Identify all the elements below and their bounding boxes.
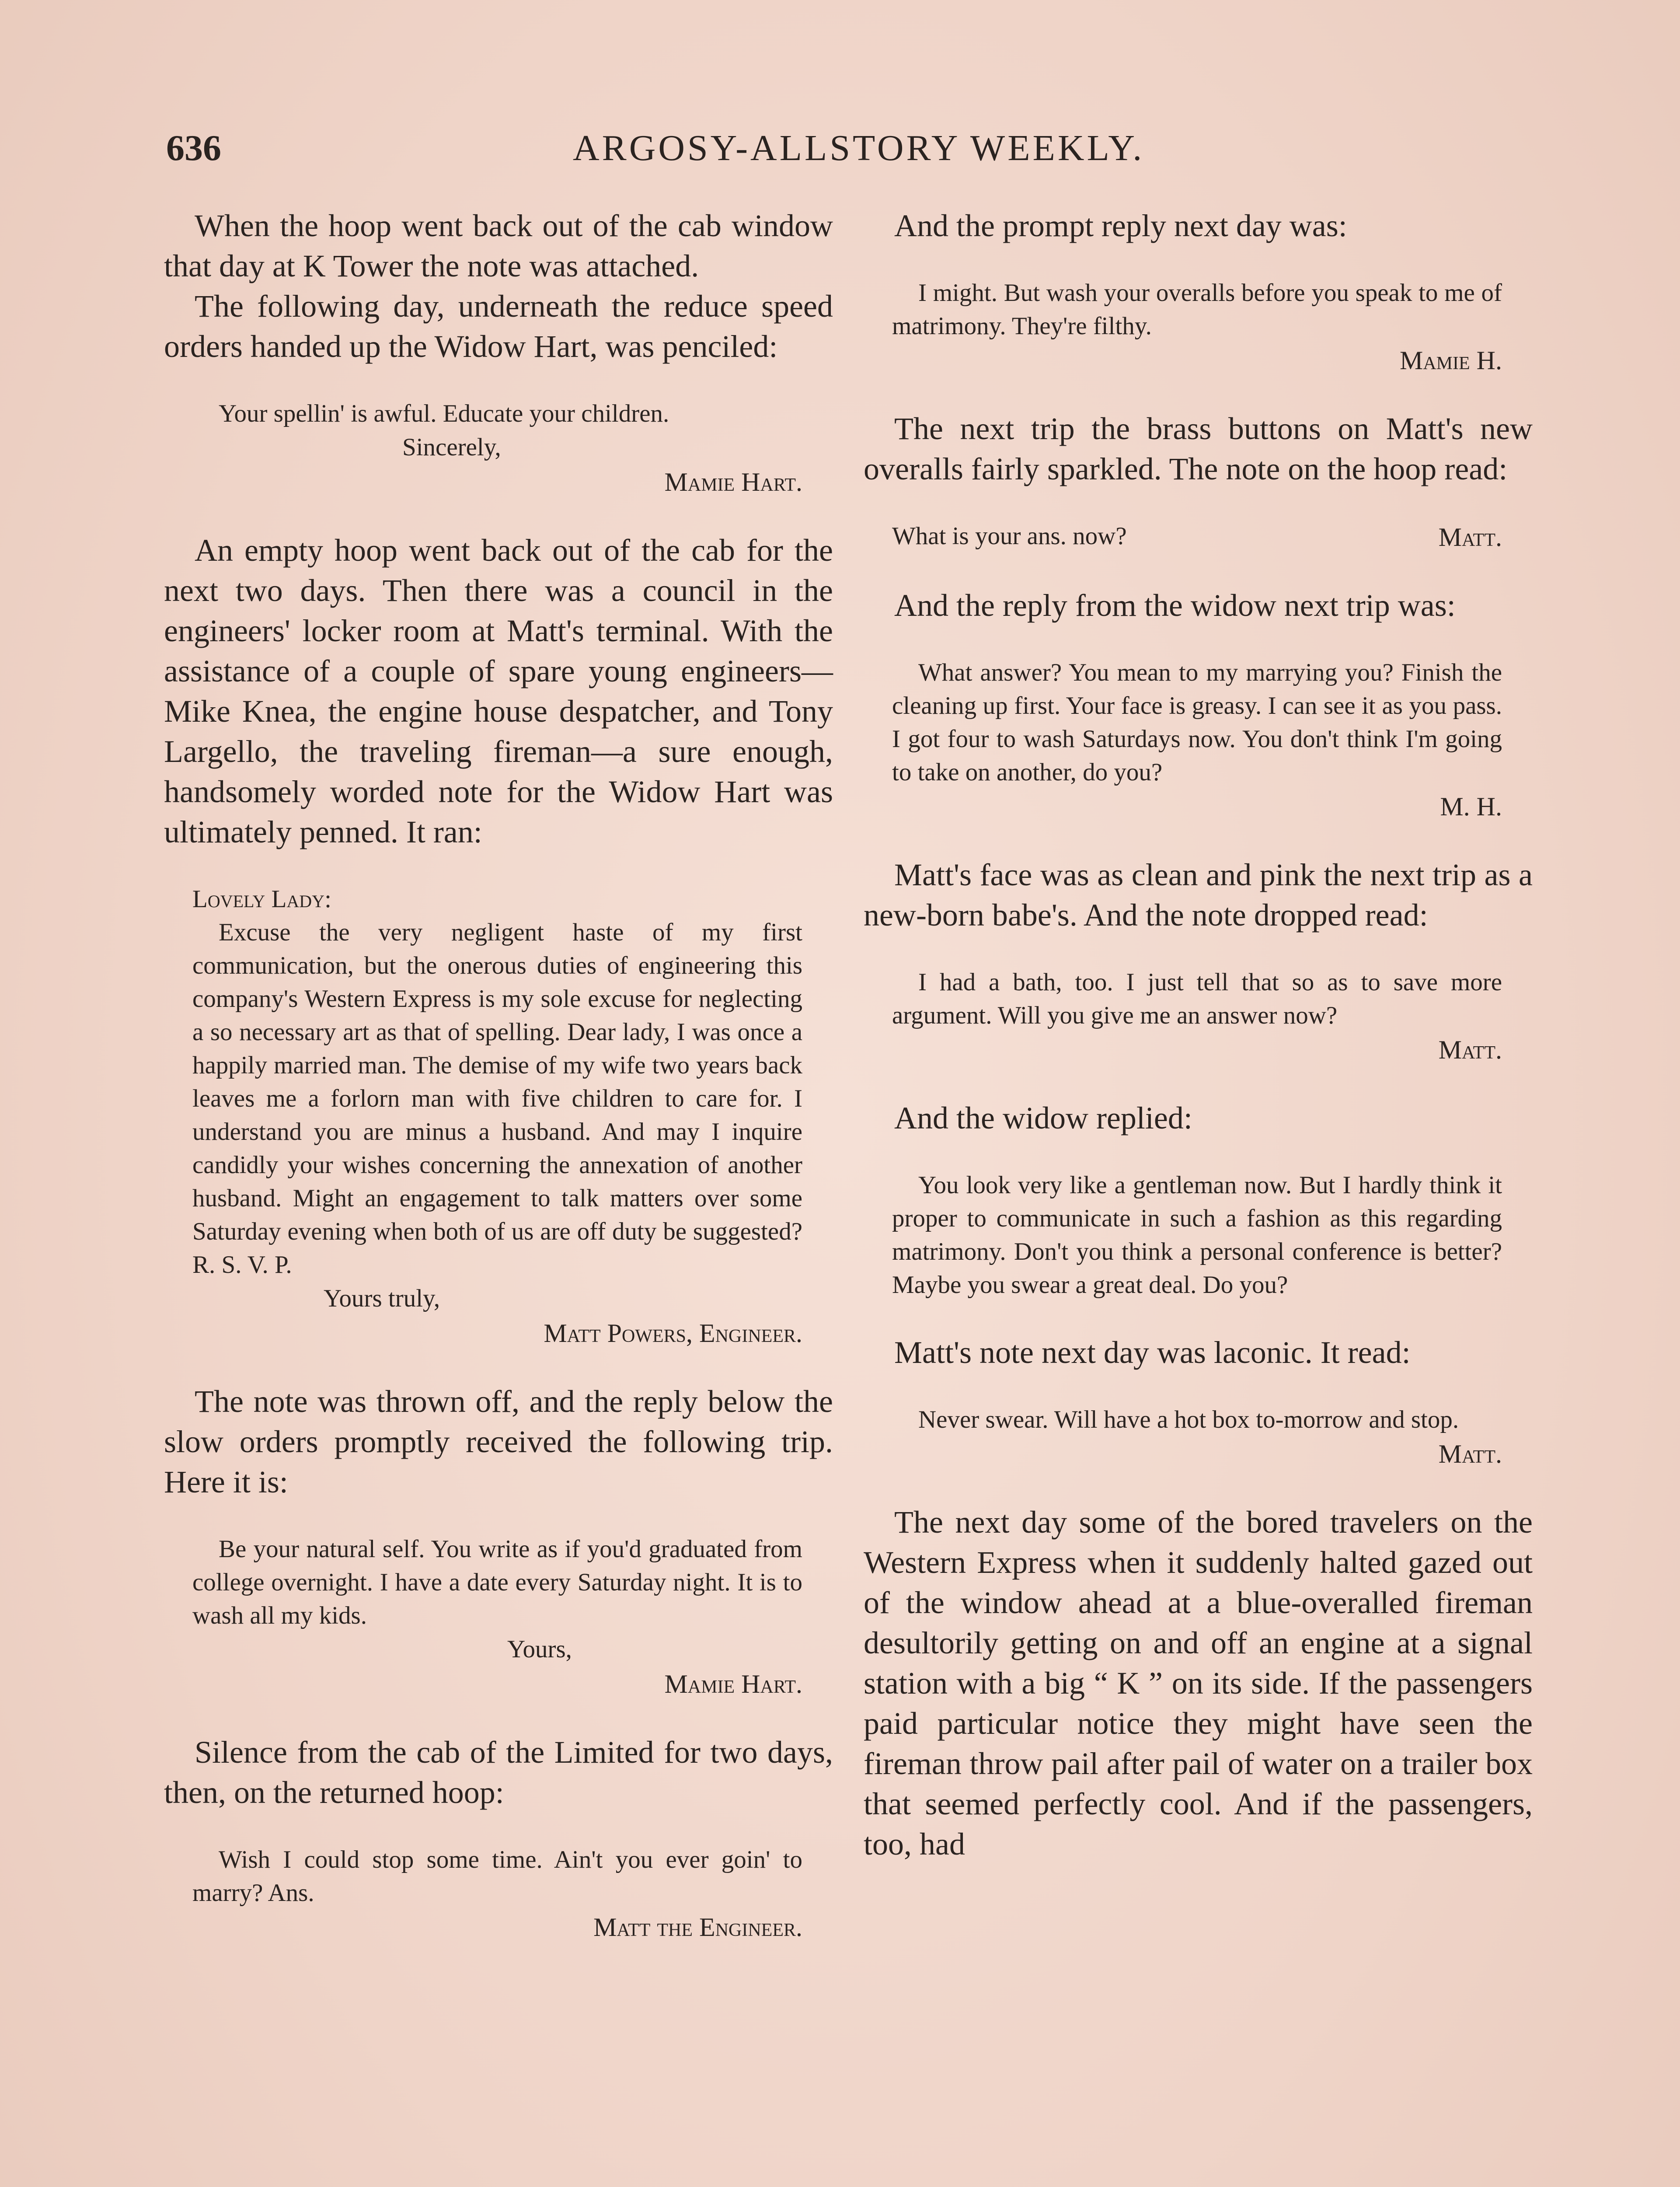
left-column <box>164 206 833 1945</box>
note-block <box>892 966 1502 1067</box>
note-signature: Matt the Engineer. <box>593 1913 802 1942</box>
note-block <box>192 397 802 500</box>
paragraph: Matt's note next day was laconic. It read: <box>894 1335 1411 1370</box>
note-text: Your spellin' is awful. Educate your children. <box>219 400 669 427</box>
running-title: ARGOSY-ALLSTORY WEEKLY. <box>573 128 1145 168</box>
note-signature: Mamie Hart. <box>664 1670 802 1698</box>
note-text: Never swear. Will have a hot box to-morrow and stop. <box>918 1406 1459 1433</box>
note-signature: Matt. <box>1438 1439 1502 1468</box>
note-block <box>892 656 1502 824</box>
note-closing: Sincerely, <box>402 433 501 461</box>
paragraph: An empty hoop went back out of the cab for the next two days. Then there was a council in the engineers' locker room at Matt's terminal. With the assistance of a couple of spare young engineers—Mike Knea, the engine house despatcher, and Tony Largello, the traveling fireman—a sure enough, handsomely worded note for the Widow Hart was ultimately penned. It ran: <box>164 533 833 849</box>
paragraph: And the widow replied: <box>894 1100 1192 1135</box>
note-text: Be your natural self. You write as if you'd graduated from college overnight. I have a date every Saturday night. It is to wash all my kids. <box>192 1535 802 1629</box>
note-block <box>892 1169 1502 1302</box>
note-text: I had a bath, too. I just tell that so as to save more argument. Will you give me an answer now? <box>892 968 1502 1029</box>
note-block <box>192 1533 802 1701</box>
note-block <box>192 883 802 1351</box>
note-signature: Matt. <box>1438 523 1502 552</box>
note-salutation: Lovely Lady: <box>192 885 331 913</box>
note-signature: Mamie H. <box>1400 346 1502 375</box>
paragraph: The next day some of the bored travelers on the Western Express when it suddenly halted gazed out of the window ahead at a blue-overalled fireman desultorily getting on and off an engine at a signal station with a big “ K ” on its side. If the passengers paid particular notice they might have seen the fireman throw pail after pail of water on a trailer box that seemed perfectly cool. And if the passengers, too, had <box>864 1505 1533 1862</box>
paragraph: The following day, underneath the reduce speed orders handed up the Widow Hart, was penciled: <box>164 289 833 364</box>
note-block <box>892 1403 1502 1471</box>
note-text: I might. But wash your overalls before you speak to me of matrimony. They're filthy. <box>892 279 1502 340</box>
paragraph: And the prompt reply next day was: <box>894 208 1347 243</box>
note-block <box>892 520 1502 555</box>
page-number: 636 <box>166 128 221 168</box>
note-block <box>192 1843 802 1945</box>
paragraph: The note was thrown off, and the reply below the slow orders promptly received the following trip. Here it is: <box>164 1384 833 1499</box>
note-signature: Mamie Hart. <box>664 468 802 496</box>
note-block <box>892 276 1502 378</box>
paragraph: The next trip the brass buttons on Matt's new overalls fairly sparkled. The note on the hoop read: <box>864 411 1533 486</box>
paragraph: Matt's face was as clean and pink the next trip as a new-born babe's. And the note dropped read: <box>864 857 1533 933</box>
note-text: You look very like a gentleman now. But I hardly think it proper to communicate in such a fashion as this regarding matrimony. Don't you think a personal conference is better? Maybe you swear a great deal. Do you? <box>892 1171 1502 1299</box>
note-text: Wish I could stop some time. Ain't you ever goin' to marry? Ans. <box>192 1846 802 1907</box>
paragraph: When the hoop went back out of the cab window that day at K Tower the note was attached. <box>164 208 833 283</box>
right-column <box>864 206 1533 1864</box>
paragraph: And the reply from the widow next trip was: <box>894 588 1456 623</box>
note-signature: Matt. <box>1438 1035 1502 1064</box>
note-signature: Matt Powers, Engineer. <box>544 1319 802 1348</box>
note-closing: Yours truly, <box>324 1285 440 1312</box>
note-text: What is your ans. now? <box>892 522 1127 550</box>
page-header <box>166 127 1530 175</box>
note-signature: M. H. <box>1440 792 1502 821</box>
note-text: Excuse the very negligent haste of my first communication, but the onerous duties of engineering this company's Western Express is my sole excuse for neglecting a so necessary art as that of spelling. Dear lady, I was once a happily married man. The demise of my wife two years back leaves me a forlorn man with five children to care for. I understand you are minus a husband. And may I inquire candidly your wishes concerning the annexation of another husband. Might an engagement to talk matters over some Saturday evening when both of us are off duty be suggested? R. S. V. P. <box>192 919 802 1279</box>
paragraph: Silence from the cab of the Limited for two days, then, on the returned hoop: <box>164 1735 833 1810</box>
note-closing: Yours, <box>507 1635 572 1663</box>
note-text: What answer? You mean to my marrying you? Finish the cleaning up first. Your face is greasy. I can see it as you pass. I got four to wash Saturdays now. You don't think I'm going to take on another, do you? <box>892 659 1502 786</box>
